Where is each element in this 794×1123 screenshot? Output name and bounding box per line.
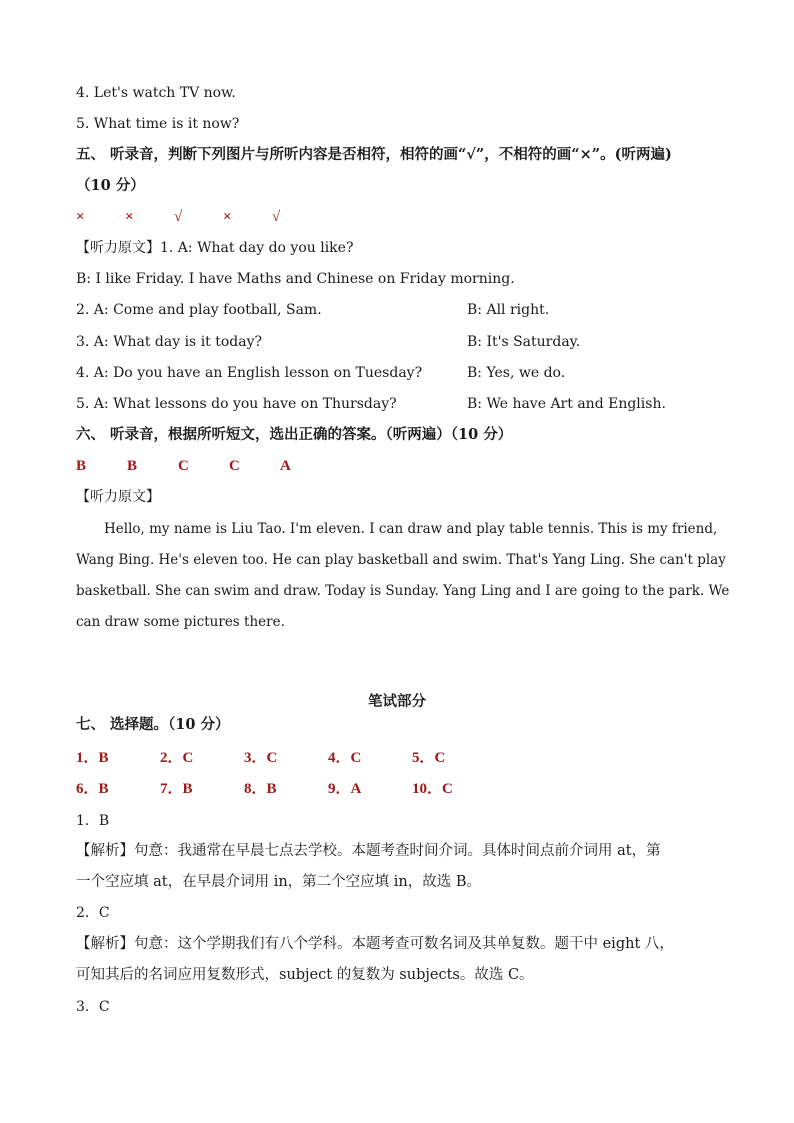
explanation-2-line-1: 【解析】句意：这个学期我们有八个学科。本题考查可数名词及其单复数。题干中 eight 八， [76,936,674,952]
answer-letter: B [76,458,87,474]
answer-item: 2．C [160,750,194,766]
answer-item: 3．C [244,750,278,766]
answer-mark: × [223,209,232,225]
passage-line-3: basketball. She can swim and draw. Today is Sunday. Yang Ling and I are going to the park. We [76,583,730,599]
transcript-label: 【听力原文】 [76,240,160,256]
passage-line-1: Hello, my name is Liu Tao. I'm eleven. I can draw and play table tennis. This is my friend, [104,521,718,537]
section-7-answers-row-2 [76,780,453,798]
transcript-label: 【听力原文】 [76,489,160,505]
answer-mark: × [125,209,134,225]
dialogue-1a [76,239,353,257]
answer-item: 4．C [328,750,362,766]
listening-item-5: 5. What time is it now? [76,116,240,132]
dialogue-2b: B: All right. [467,302,550,318]
dialogue-4a: 4. A: Do you have an English lesson on Tuesday? [76,365,423,381]
dialogue-3a: 3. A: What day is it today? [76,334,263,350]
written-part-heading: 笔试部分 [368,693,426,710]
explanation-2-line-2: 可知其后的名词应用复数形式，subject 的复数为 subjects。故选 C。 [76,967,534,983]
section-5-answers [76,208,280,226]
section-5-score: （10 分） [76,177,145,194]
dialogue-2a: 2. A: Come and play football, Sam. [76,302,322,318]
answer-letter: B [127,458,138,474]
answer-item: 9．A [328,781,362,797]
answer-letter: C [229,458,240,474]
answer-mark: √ [174,209,183,225]
section-6-title: 六、 听录音，根据所听短文，选出正确的答案。（听两遍）（10 分） [76,426,513,443]
dialogue-4b: B: Yes, we do. [467,365,566,381]
section-7-answers-row-1 [76,749,445,767]
answer-letter: C [178,458,189,474]
answer-item: 5．C [412,750,446,766]
dialogue-5b: B: We have Art and English. [467,396,666,412]
answer-item: 10．C [412,781,453,797]
dialogue-1b: B: I like Friday. I have Maths and Chinese on Friday morning. [76,271,515,287]
answer-letter: A [280,458,291,474]
section-5-title: 五、 听录音，判断下列图片与所听内容是否相符，相符的画“√”，不相符的画“×”。(听两遍) [76,146,672,163]
answer-mark: × [76,209,85,225]
passage-line-4: can draw some pictures there. [76,614,285,630]
explanation-1-line-1: 【解析】句意：我通常在早晨七点去学校。本题考查时间介词。具体时间点前介词用 at，第 [76,843,661,859]
passage-line-2: Wang Bing. He's eleven too. He can play basketball and swim. That's Yang Ling. She can't play [76,552,726,568]
dialogue-5a: 5. A: What lessons do you have on Thursday? [76,396,397,412]
section-7-title: 七、 选择题。（10 分） [76,716,230,733]
answer-mark: √ [272,209,281,225]
explanation-1-number: 1．B [76,813,110,829]
section-6-answers [76,457,291,475]
answer-item: 7．B [160,781,193,797]
answer-item: 6．B [76,781,109,797]
explanation-1-line-2: 一个空应填 at，在早晨介词用 in，第二个空应填 in，故选 B。 [76,874,482,890]
dialogue-3b: B: It's Saturday. [467,334,581,350]
answer-item: 8．B [244,781,277,797]
explanation-3-number: 3．C [76,999,110,1015]
answer-item: 1．B [76,750,109,766]
dialogue-line: 1. A: What day do you like? [160,240,354,256]
listening-item-4: 4. Let's watch TV now. [76,85,236,101]
explanation-2-number: 2．C [76,905,110,921]
